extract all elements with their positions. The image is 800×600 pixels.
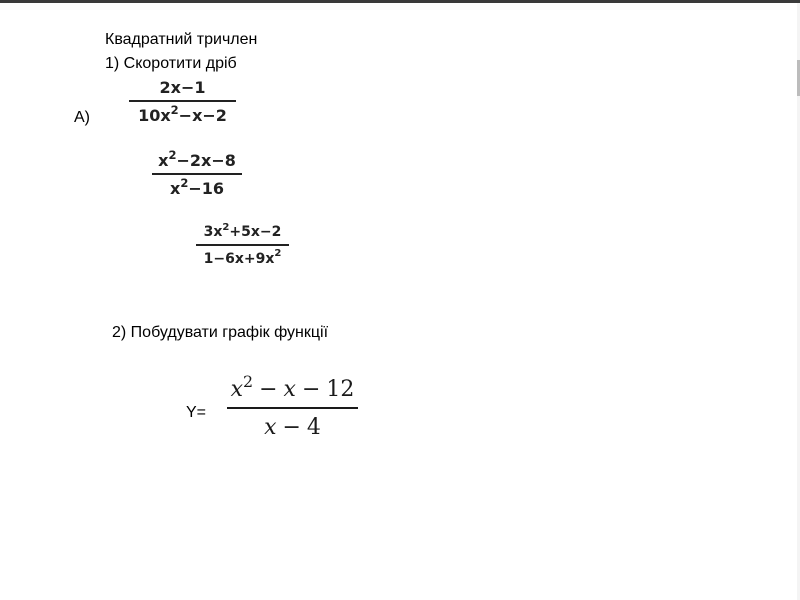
fraction-2-denominator: $x^2-16$: [169, 175, 224, 198]
function-fraction-bar: [227, 407, 358, 409]
document-heading: Квадратний тричлен: [105, 31, 258, 48]
fraction-3-bar: [196, 244, 289, 246]
task1-title: 1) Скоротити дріб: [105, 55, 237, 72]
fraction-1-bar: [129, 100, 236, 102]
fraction-2: [152, 150, 242, 199]
fraction-2-numerator: $x^2-2x-8$: [158, 148, 236, 170]
fraction-1-denominator: $10x^2-x-2$: [138, 102, 227, 125]
fraction-1: [129, 77, 236, 126]
function-y-label: Y=: [186, 404, 207, 421]
function-fraction: [227, 371, 358, 442]
function-denominator: x − 4: [264, 414, 321, 440]
function-numerator: $x^2 - x - 12$: [230, 371, 355, 402]
task1-label: А): [74, 109, 90, 126]
fraction-3-numerator: $3x^2+5x-2$: [203, 221, 282, 240]
fraction-3-denominator: $1-6x+9x^2$: [203, 248, 282, 267]
task2-title: 2) Побудувати графік функції: [112, 324, 329, 341]
fraction-1-numerator: 2x−1: [159, 78, 206, 97]
window-top-border: [0, 0, 800, 3]
fraction-3: [196, 222, 289, 269]
fraction-2-bar: [152, 173, 242, 175]
